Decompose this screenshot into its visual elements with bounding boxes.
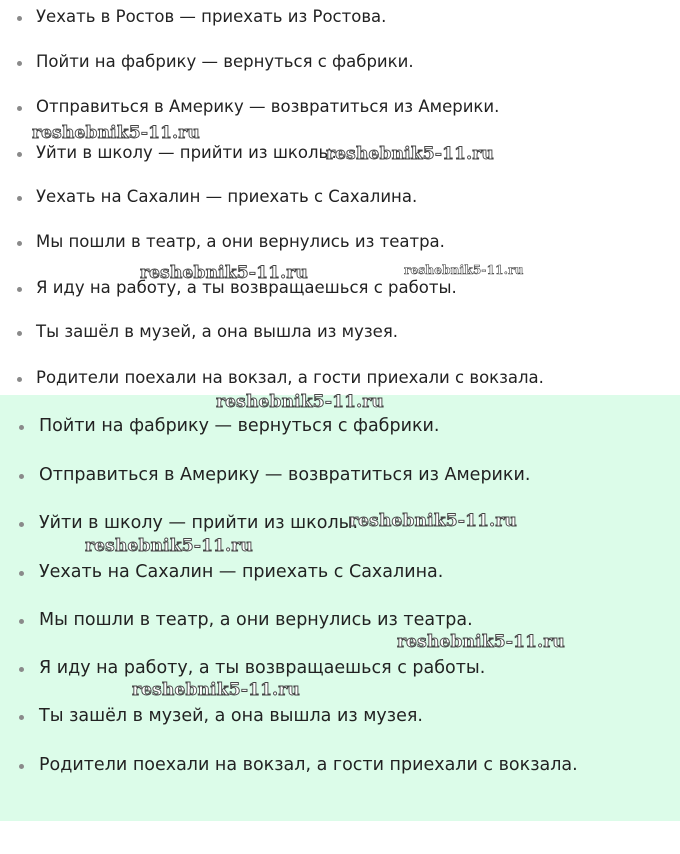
list-item-text: Ты зашёл в музей, а она вышла из музея. — [39, 706, 423, 726]
list-item-text: Родители поехали на вокзал, а гости приехали с вокзала. — [36, 368, 544, 387]
bullet-icon — [19, 764, 24, 769]
bullet-icon — [19, 474, 24, 479]
bottom-example-list — [0, 395, 680, 821]
list-item-text: Я иду на работу, а ты возвращаешься с работы. — [36, 278, 457, 297]
bullet-icon — [17, 241, 22, 246]
watermark: reshebnik5-11.ru — [404, 263, 524, 277]
list-item-text: Уйти в школу — прийти из школы. — [36, 143, 337, 162]
list-item-text: Уехать на Сахалин — приехать с Сахалина. — [39, 562, 444, 582]
list-item-text: Уйти в школу — прийти из школы. — [39, 513, 359, 533]
watermark: reshebnik5-11.ru — [132, 680, 300, 700]
bullet-icon — [17, 61, 22, 66]
bullet-icon — [19, 715, 24, 720]
list-item-text: Отправиться в Америку — возвратиться из Америки. — [39, 465, 531, 485]
watermark: reshebnik5-11.ru — [349, 511, 517, 531]
top-example-list — [0, 0, 680, 395]
answer-block — [0, 395, 680, 821]
watermark: reshebnik5-11.ru — [397, 632, 565, 652]
bullet-icon — [17, 331, 22, 336]
list-item-text: Мы пошли в театр, а они вернулись из театра. — [39, 610, 473, 630]
list-item-text: Ты зашёл в музей, а она вышла из музея. — [36, 322, 398, 341]
list-item-text: Уехать в Ростов — приехать из Ростова. — [36, 7, 387, 26]
bullet-icon — [19, 425, 24, 430]
watermark: reshebnik5-11.ru — [326, 144, 494, 164]
list-item-text: Уехать на Сахалин — приехать с Сахалина. — [36, 187, 418, 206]
bullet-icon — [17, 152, 22, 157]
watermark: reshebnik5-11.ru — [216, 392, 384, 412]
bullet-icon — [17, 377, 22, 382]
list-item-text: Родители поехали на вокзал, а гости приехали с вокзала. — [39, 755, 578, 775]
list-item-text: Пойти на фабрику — вернуться с фабрики. — [39, 416, 440, 436]
bullet-icon — [19, 571, 24, 576]
bullet-icon — [19, 667, 24, 672]
list-item-text: Отправиться в Америку — возвратиться из Америки. — [36, 97, 500, 116]
bullet-icon — [17, 287, 22, 292]
bullet-icon — [17, 106, 22, 111]
list-item-text: Мы пошли в театр, а они вернулись из театра. — [36, 232, 445, 251]
watermark: reshebnik5-11.ru — [85, 536, 253, 556]
watermark: reshebnik5-11.ru — [32, 123, 200, 143]
watermark: reshebnik5-11.ru — [140, 263, 308, 283]
bullet-icon — [17, 16, 22, 21]
bullet-icon — [19, 522, 24, 527]
bullet-icon — [19, 619, 24, 624]
bullet-icon — [17, 196, 22, 201]
list-item-text: Я иду на работу, а ты возвращаешься с работы. — [39, 658, 486, 678]
list-item-text: Пойти на фабрику — вернуться с фабрики. — [36, 52, 414, 71]
